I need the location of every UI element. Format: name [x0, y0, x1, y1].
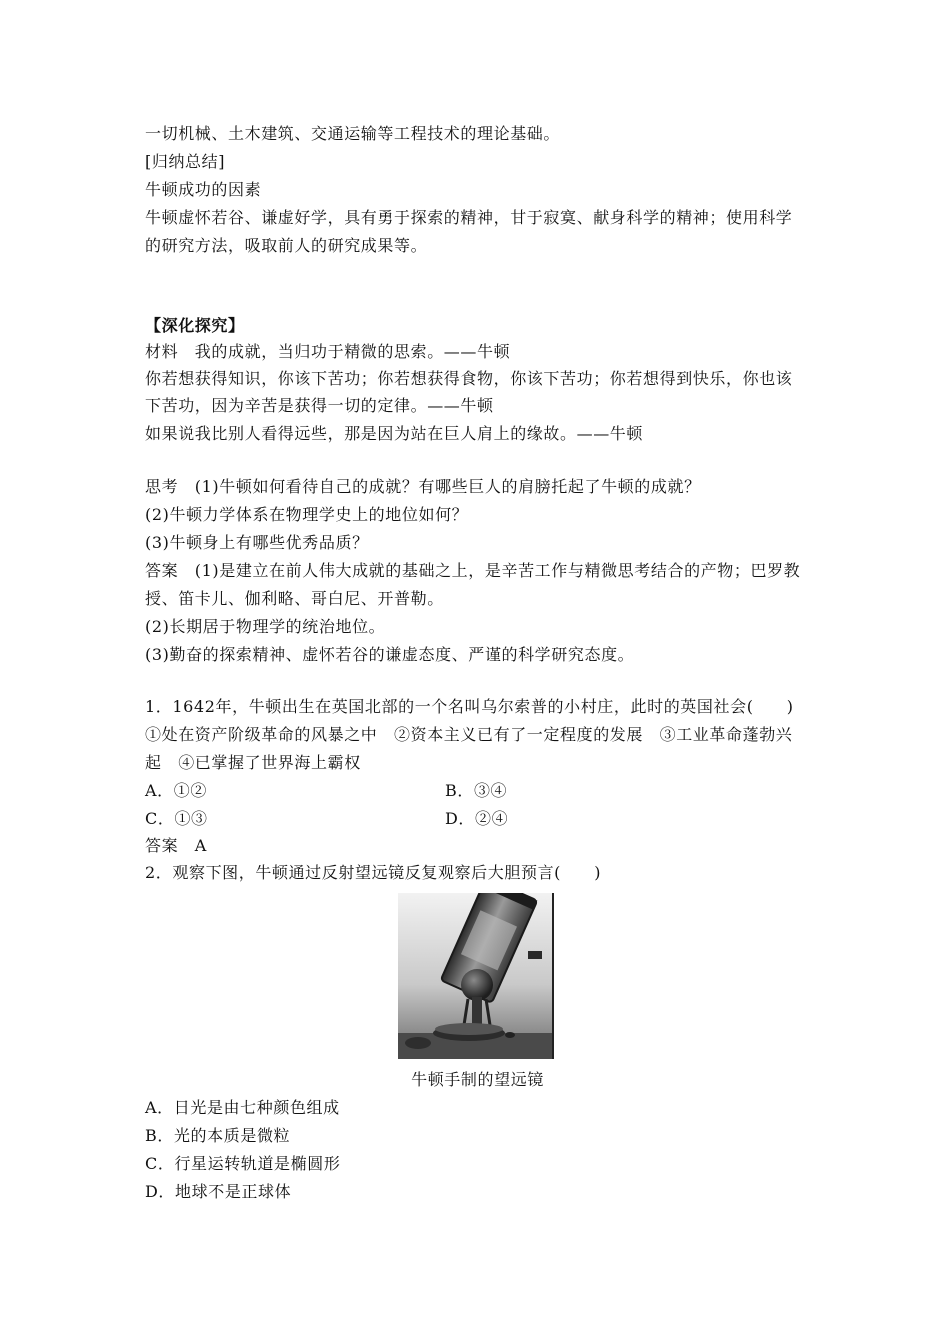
summary-line: 一切机械、土木建筑、交通运输等工程技术的理论基础。 [145, 124, 561, 143]
option-d: D．地球不是正球体 [145, 1182, 292, 1201]
figure-caption: 牛顿手制的望远镜 [411, 1070, 544, 1089]
inquiry-heading: 【深化探究】 [145, 316, 245, 335]
answer-line: 授、笛卡儿、伽利略、哥白尼、开普勒。 [145, 589, 444, 608]
material-line: 如果说我比别人看得远些，那是因为站在巨人肩上的缘故。——牛顿 [145, 424, 644, 443]
option-a: A．日光是由七种颜色组成 [145, 1098, 340, 1117]
question-items: 起 ④已掌握了世界海上霸权 [145, 753, 361, 772]
material-line: 材料 我的成就，当归功于精微的思索。——牛顿 [145, 342, 511, 361]
think-line: 思考 (1)牛顿如何看待自己的成就？有哪些巨人的肩膀托起了牛顿的成就？ [145, 477, 701, 496]
option-b: B．光的本质是微粒 [145, 1126, 291, 1145]
option-a: A．①② [145, 781, 207, 800]
option-d: D．②④ [445, 809, 509, 828]
option-b: B．③④ [445, 781, 508, 800]
think-line: (2)牛顿力学体系在物理学史上的地位如何？ [145, 505, 469, 524]
question-stem: 1．1642年，牛顿出生在英国北部的一个名叫乌尔索普的小村庄，此时的英国社会( ) [145, 697, 794, 716]
answer-line: (2)长期居于物理学的统治地位。 [145, 617, 386, 636]
answer-line: 答案 (1)是建立在前人伟大成就的基础之上，是辛苦工作与精微思考结合的产物；巴罗教 [145, 561, 801, 580]
summary-body-line: 牛顿虚怀若谷、谦虚好学，具有勇于探索的精神，甘于寂寞、献身科学的精神；使用科学 [145, 208, 793, 227]
material-line: 你若想获得知识，你该下苦功；你若想获得食物，你该下苦功；你若想得到快乐，你也该 [145, 369, 793, 388]
question-answer: 答案 A [145, 836, 207, 855]
telescope-illustration [398, 893, 552, 1059]
question-stem: 2．观察下图，牛顿通过反射望远镜反复观察后大胆预言( ) [145, 863, 602, 882]
think-line: (3)牛顿身上有哪些优秀品质？ [145, 533, 369, 552]
summary-tag: [归纳总结] [145, 152, 226, 171]
summary-heading: 牛顿成功的因素 [145, 180, 262, 199]
summary-body-line: 的研究方法，吸取前人的研究成果等。 [145, 236, 428, 255]
option-c: C．①③ [145, 809, 208, 828]
option-c: C．行星运转轨道是椭圆形 [145, 1154, 341, 1173]
answer-line: (3)勤奋的探索精神、虚怀若谷的谦虚态度、严谨的科学研究态度。 [145, 645, 635, 664]
question-items: ①处在资产阶级革命的风暴之中 ②资本主义已有了一定程度的发展 ③工业革命蓬勃兴 [145, 725, 793, 744]
material-line: 下苦功，因为辛苦是获得一切的定律。——牛顿 [145, 396, 494, 415]
telescope-photo [398, 893, 554, 1059]
